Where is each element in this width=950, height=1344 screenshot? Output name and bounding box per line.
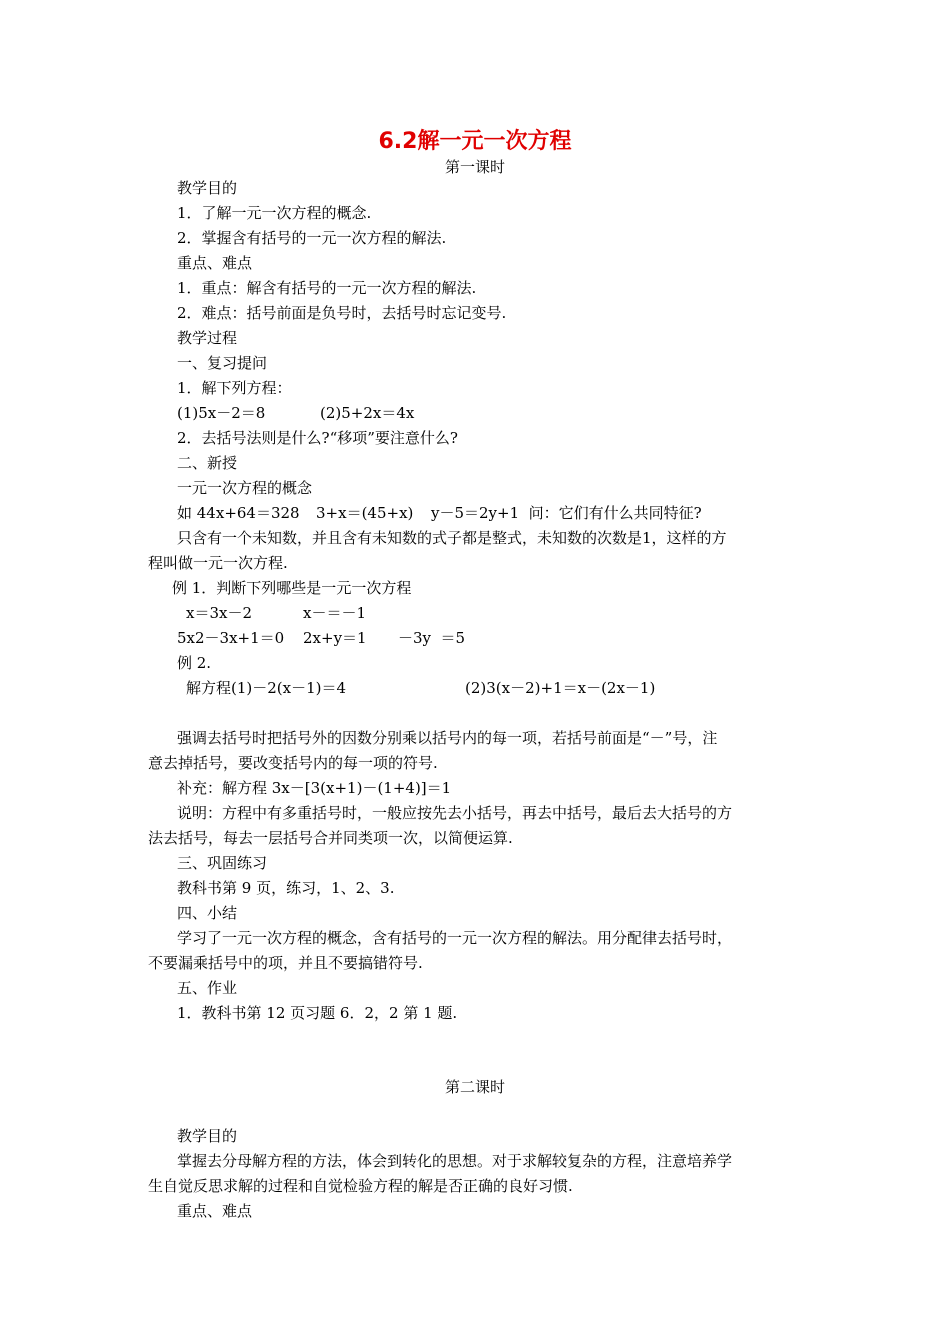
lesson2-focus-heading: 重点、难点 — [177, 1202, 253, 1220]
example1-equation-a: x＝3x－2 — [186, 604, 253, 622]
lesson2-objective-line-1: 掌握去分母解方程的方法，体会到转化的思想。对于求解较复杂的方程，注意培养学 — [177, 1152, 733, 1170]
example2-heading: 例 2. — [177, 654, 212, 672]
review-question-2: 2．去括号法则是什么?“移项”要注意什么? — [177, 429, 458, 447]
emphasis-line-2: 意去掉括号，要改变括号内的每一项的符号. — [148, 754, 438, 772]
lesson2-objectives-heading: 教学目的 — [177, 1127, 238, 1145]
process-heading: 教学过程 — [177, 329, 238, 347]
new-lesson-heading: 二、新授 — [177, 454, 238, 472]
example-equation-a: 如 44x+64＝328 — [177, 504, 300, 522]
summary-line-2: 不要漏乘括号中的项，并且不要搞错符号. — [148, 954, 423, 972]
concept-heading: 一元一次方程的概念 — [177, 479, 313, 497]
definition-line-1: 只含有一个未知数，并且含有未知数的式子都是整式，未知数的次数是1，这样的方 — [177, 529, 727, 547]
note-line-1: 说明：方程中有多重括号时，一般应按先去小括号，再去中括号，最后去大括号的方 — [177, 804, 733, 822]
definition-line-2: 程叫做一元一次方程. — [148, 554, 288, 572]
homework-heading: 五、作业 — [177, 979, 238, 997]
example-equation-c: y－5＝2y+1 问：它们有什么共同特征? — [431, 504, 702, 522]
summary-line-1: 学习了一元一次方程的概念，含有括号的一元一次方程的解法。用分配律去括号时， — [177, 929, 733, 947]
lesson2-objective-line-2: 生自觉反思求解的过程和自觉检验方程的解是否正确的良好习惯. — [148, 1177, 573, 1195]
review-heading: 一、复习提问 — [177, 354, 268, 372]
practice-heading: 三、巩固练习 — [177, 854, 268, 872]
example1-equation-d: 2x+y＝1 — [303, 629, 367, 647]
note-line-2: 法去括号，每去一层括号合并同类项一次，以简便运算. — [148, 829, 513, 847]
lesson1-heading: 第一课时 — [444, 158, 505, 176]
review-equation-1: (1)5x－2＝8 — [177, 404, 266, 422]
review-question-1: 1．解下列方程： — [177, 379, 292, 397]
summary-heading: 四、小结 — [177, 904, 238, 922]
example-equation-b: 3+x＝(45+x) — [316, 504, 414, 522]
focus-1: 1．重点：解含有括号的一元一次方程的解法. — [177, 279, 477, 297]
focus-2: 2．难点：括号前面是负号时，去括号时忘记变号. — [177, 304, 507, 322]
objectives-heading: 教学目的 — [177, 179, 238, 197]
lesson2-heading: 第二课时 — [444, 1078, 505, 1096]
review-equation-2: (2)5+2x＝4x — [320, 404, 415, 422]
practice-text: 教科书第 9 页，练习，1、2、3. — [177, 879, 395, 897]
example1-equation-e: －3y ＝5 — [398, 629, 466, 647]
objective-2: 2．掌握含有括号的一元一次方程的解法. — [177, 229, 447, 247]
example1-equation-c: 5x2－3x+1＝0 — [177, 629, 285, 647]
example1-heading: 例 1．判断下列哪些是一元一次方程 — [172, 579, 412, 597]
supplement-problem: 补充：解方程 3x－[3(x+1)－(1+4)]＝1 — [177, 779, 452, 797]
example1-equation-b: x－＝－1 — [303, 604, 367, 622]
example2-equation-b: (2)3(x－2)+1＝x－(2x－1) — [465, 679, 656, 697]
document-title: 6.2解一元一次方程 — [378, 129, 572, 154]
emphasis-line-1: 强调去括号时把括号外的因数分别乘以括号内的每一项，若括号前面是“－”号，注 — [177, 729, 718, 747]
homework-text: 1．教科书第 12 页习题 6．2，2 第 1 题. — [177, 1004, 458, 1022]
objective-1: 1．了解一元一次方程的概念. — [177, 204, 372, 222]
focus-heading: 重点、难点 — [177, 254, 253, 272]
example2-equation-a: 解方程(1)－2(x－1)＝4 — [186, 679, 347, 697]
